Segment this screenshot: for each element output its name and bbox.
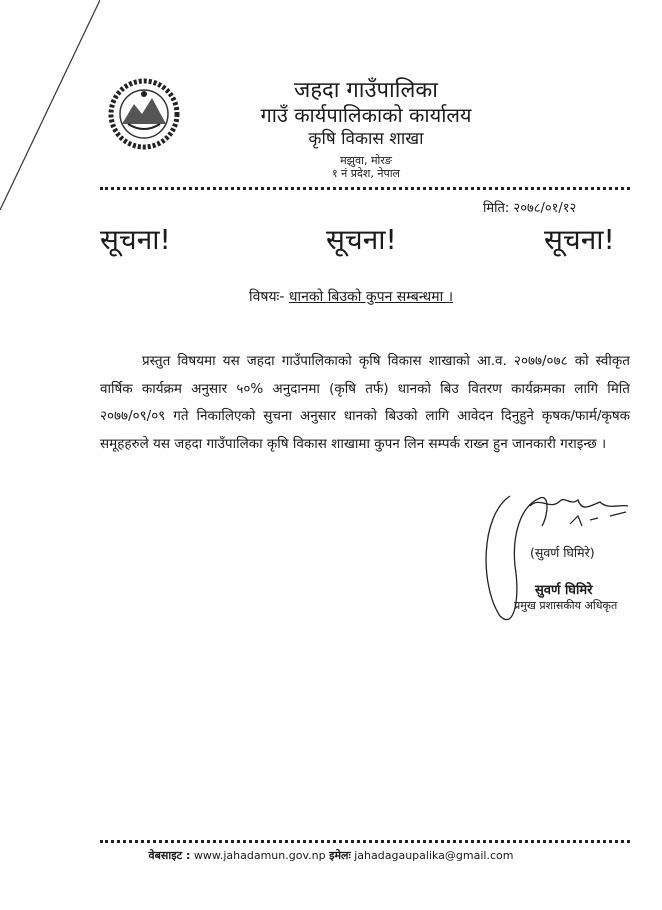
email-link[interactable]: jahadagaupalika@gmail.com bbox=[354, 849, 514, 862]
notice-date: मिति: २०७८/०१/१२ bbox=[483, 201, 577, 216]
footer bbox=[0, 848, 662, 863]
municipality-name: जहदा गाउँपालिका bbox=[294, 78, 438, 103]
stamp-title: प्रमुख प्रशासकीय अधिकृत bbox=[514, 599, 618, 612]
subject-line bbox=[0, 287, 662, 306]
address: मझुवा, मोरङ bbox=[340, 154, 392, 167]
province: १ नं प्रदेश, नेपाल bbox=[331, 167, 401, 180]
footer-divider bbox=[100, 840, 630, 843]
notice-heading-center: सूचना! bbox=[326, 223, 397, 256]
subject-text: धानको बिउको कुपन सम्बन्धमा । bbox=[288, 289, 454, 305]
stamp-name: सुवर्ण घिमिरे bbox=[535, 583, 593, 598]
website-label: वेबसाइट : bbox=[148, 849, 191, 862]
header-divider bbox=[100, 187, 630, 190]
signatory-name: (सुवर्ण घिमिरे) bbox=[530, 545, 595, 560]
notice-body bbox=[100, 348, 630, 458]
office-name: गाउँ कार्यपालिकाको कार्यालय bbox=[260, 103, 472, 127]
notice-body-text: प्रस्तुत विषयमा यस जहदा गाउँपालिकाको कृषि विकास शाखाको आ.व. २०७७/०७८ को स्वीकृत वार्षिक कार्यक्रम अनुसार ५०% अनुदानमा (कृषि तर्फ) धानको बिउ वितरण कार्यक्रमका लागि मिति २०७७/०९/०९ गते निकालिएको सुचना अनुसार धानको बिउको लागि आवेदन दिनुहुने कृषक/फार्म/कृषक समूहहरुले यस जहदा गाउँपालिका कृषि विकास शाखामा कुपन लिन सम्पर्क राख्न हुन जानकारी गराइन्छ । bbox=[100, 353, 630, 452]
subject-label: विषयः- bbox=[248, 289, 285, 305]
email-label: इमेलः bbox=[329, 849, 351, 862]
branch-name: कृषि विकास शाखा bbox=[308, 129, 424, 149]
website-link[interactable]: www.jahadamun.gov.np bbox=[193, 849, 326, 862]
notice-heading-left: सूचना! bbox=[100, 223, 171, 256]
notice-heading-right: सूचना! bbox=[544, 223, 615, 256]
